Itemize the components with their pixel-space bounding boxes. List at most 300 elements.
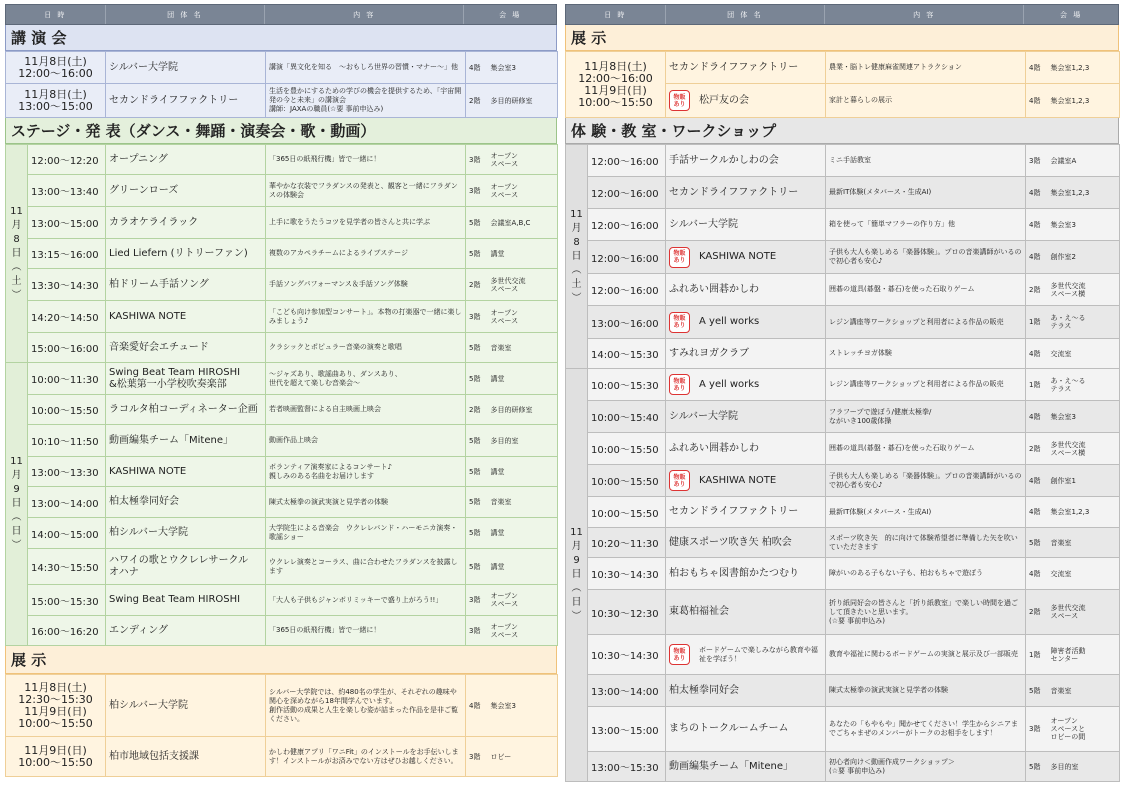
event-time: 15:00～15:30 — [28, 585, 106, 616]
description: 陳式太極拳の演武実演と見学者の体験 — [826, 675, 1026, 707]
org-name: セカンドライフファクトリー — [669, 506, 799, 517]
table-row — [566, 145, 1120, 177]
event-time: 10:00～15:50 — [588, 465, 666, 497]
table-row — [6, 269, 558, 301]
org-box — [669, 685, 822, 697]
event-time: 10:00～11:30 — [28, 363, 106, 395]
venue-room: 集会室3 — [1048, 209, 1120, 241]
description: ボランティア演奏家によるコンサート♪ 親しみのある名曲をお届けします — [266, 457, 466, 487]
table-row — [566, 241, 1120, 274]
venue-room: 集会室3 — [1048, 401, 1120, 433]
event-date: 11月8日(土) 12:00～16:00 11月9日(日) 10:00～15:50 — [566, 52, 666, 118]
venue-floor: 3階 — [466, 585, 488, 616]
table-row — [6, 52, 558, 84]
venue-room: 交流室 — [1048, 339, 1120, 369]
badge-line: あり — [673, 480, 686, 488]
event-time: 10:00～15:40 — [588, 401, 666, 433]
description: 障がいのある子もない子も、柏おもちゃで遊ぼう — [826, 558, 1026, 590]
event-time: 13:00～14:00 — [588, 675, 666, 707]
table-row — [566, 306, 1120, 339]
venue-room: 講堂 — [488, 457, 558, 487]
description: 生活を豊かにするための学びの機会を提供するため、「宇宙開発の今と未来」の講演会 講師：JAXAの職員(☆要 事前申込み) — [266, 84, 466, 118]
org-name: 柏太極拳同好会 — [669, 684, 739, 696]
badge-line: 物販 — [673, 377, 686, 385]
table-row — [6, 549, 558, 585]
table-row — [6, 333, 558, 363]
section-title: 展 示 — [5, 646, 557, 674]
venue-floor: 3階 — [1026, 145, 1048, 177]
venue-floor: 3階 — [466, 301, 488, 333]
org-name: A yell works — [699, 378, 760, 390]
table-row — [6, 518, 558, 549]
org-box — [669, 506, 822, 518]
org-name: KASHIWA NOTE — [699, 474, 777, 486]
venue-floor: 4階 — [1026, 209, 1048, 241]
venue-room: 多世代交流 スペース横 — [1048, 274, 1120, 306]
org-name: A yell works — [699, 316, 760, 327]
org-box — [669, 374, 822, 395]
description: スポーツ吹き矢 的に向けて体験希望者に準備した矢を吹いていただきます — [826, 528, 1026, 558]
venue-floor: 2階 — [1026, 590, 1048, 635]
badge-line: 物販 — [673, 250, 686, 257]
badge-line: 物販 — [673, 473, 686, 481]
table-row — [6, 425, 558, 457]
description: 囲碁の道具(碁盤・碁石)を使った石取りゲーム — [826, 433, 1026, 465]
description: フラフープで遊ぼう/健康太極拳/ ながいき100歳体操 — [826, 401, 1026, 433]
org-name: ボードゲームで楽しみながら教育や福祉を学ぼう！ — [699, 645, 818, 663]
description: 動画作品上映会 — [266, 425, 466, 457]
table-row — [6, 207, 558, 239]
badge-line: 物販 — [673, 315, 686, 322]
venue-room: 集会室1,2,3 — [1048, 84, 1120, 118]
event-date: 11月9日(日) 10:00～15:50 — [6, 737, 106, 777]
venue-room: 集会室1,2,3 — [1048, 177, 1120, 209]
description: 上手に歌をうたうコツを見学者の皆さんと共に学ぶ — [266, 207, 466, 239]
event-time: 12:00～16:00 — [588, 209, 666, 241]
badge-line: あり — [673, 654, 686, 662]
venue-floor: 3階 — [466, 616, 488, 646]
event-time: 16:00～16:20 — [28, 616, 106, 646]
organization: オープニング — [106, 145, 266, 175]
organization — [666, 465, 826, 497]
organization — [666, 528, 826, 558]
org-box — [669, 537, 822, 549]
org-name: ふれあい囲碁かしわ — [669, 442, 759, 454]
venue-floor: 1階 — [1026, 369, 1048, 401]
header-date: 日 時 — [566, 5, 666, 24]
venue-floor: 4階 — [466, 52, 488, 84]
description: 折り紙同好会の皆さんと「折り紙教室」で楽しい時間を過ごして頂きたいと思います。 (☆要 事前申込み) — [826, 590, 1026, 635]
badge-line: あり — [673, 322, 686, 329]
description: 「大人も子供もジャンボリミッキーで盛り上がろう!!」 — [266, 585, 466, 616]
org-box — [669, 470, 822, 491]
event-time: 13:00～16:00 — [588, 306, 666, 339]
organization — [666, 707, 826, 752]
event-time: 13:00～14:00 — [28, 487, 106, 518]
right-panel — [565, 4, 1119, 782]
venue-floor: 5階 — [1026, 528, 1048, 558]
description: 子供も大人も楽しめる「楽器体験」。プロの音楽講師がいるので初心者も安心♪ — [826, 465, 1026, 497]
table-row — [566, 675, 1120, 707]
organization: ラコルタ柏コーディネーター企画 — [106, 395, 266, 425]
table-row — [566, 635, 1120, 675]
table-row — [566, 369, 1120, 401]
organization: シルバー大学院 — [106, 52, 266, 84]
venue-floor: 4階 — [1026, 177, 1048, 209]
venue-floor: 4階 — [1026, 558, 1048, 590]
venue-floor: 5階 — [466, 207, 488, 239]
organization — [666, 306, 826, 339]
venue-room: オープン スペース — [488, 145, 558, 175]
event-time: 14:30～15:50 — [28, 549, 106, 585]
organization: エンディング — [106, 616, 266, 646]
org-box — [669, 411, 822, 423]
stage-table — [5, 144, 558, 646]
venue-floor: 3階 — [466, 737, 488, 777]
venue-room: 音楽室 — [1048, 675, 1120, 707]
venue-floor: 2階 — [1026, 433, 1048, 465]
header-org: 団 体 名 — [666, 5, 825, 24]
venue-floor: 4階 — [1026, 241, 1048, 274]
section-title: 展 示 — [565, 25, 1119, 51]
table-row — [566, 497, 1120, 528]
organization: 柏シルバー大学院 — [106, 518, 266, 549]
organization — [666, 274, 826, 306]
venue-floor: 3階 — [466, 145, 488, 175]
venue-floor: 3階 — [1026, 707, 1048, 752]
venue-room: 創作室2 — [1048, 241, 1120, 274]
shop-badge — [669, 247, 690, 268]
org-box — [669, 761, 822, 773]
header-date: 日 時 — [6, 5, 106, 24]
organization — [666, 497, 826, 528]
description: 陳式太極拳の演武実演と見学者の体験 — [266, 487, 466, 518]
venue-floor: 5階 — [466, 425, 488, 457]
venue-room: ロビー — [488, 737, 558, 777]
event-time: 14:00～15:30 — [588, 339, 666, 369]
organization: Lied Liefern (リトリーファン) — [106, 239, 266, 269]
day-label: 11 月 8 日 ︵ 土 ︶ — [566, 145, 588, 369]
organization: 柏太極拳同好会 — [106, 487, 266, 518]
badge-line: あり — [673, 384, 686, 392]
description: 最新IT体験(メタバース・生成AI) — [826, 177, 1026, 209]
event-time: 10:10～11:50 — [28, 425, 106, 457]
venue-room: オープン スペース — [488, 616, 558, 646]
venue-room: 多目的室 — [1048, 752, 1120, 782]
venue-room: 音楽室 — [488, 333, 558, 363]
badge-line: あり — [673, 257, 686, 264]
description: シルバー大学院では、約480名の学生が、それぞれの趣味や関心を深めながら18年間学んでいます。 創作活動の成果と人生を楽しむ姿が詰まった作品を是非ご覧ください。 — [266, 675, 466, 737]
table-header — [5, 4, 557, 25]
shop-badge — [669, 312, 690, 333]
organization — [666, 339, 826, 369]
event-time: 15:00～16:00 — [28, 333, 106, 363]
org-name: 動画編集チーム「Mitene」 — [669, 760, 793, 772]
venue-floor: 1階 — [1026, 635, 1048, 675]
event-time: 13:00～15:00 — [588, 707, 666, 752]
badge-line: 物販 — [673, 647, 686, 655]
venue-floor: 4階 — [1026, 339, 1048, 369]
venue-floor: 5階 — [1026, 675, 1048, 707]
header-venue: 会 場 — [1060, 11, 1083, 19]
description: ～ジャズあり、歌謡曲あり、ダンスあり、 世代を超えて楽しむ音楽会～ — [266, 363, 466, 395]
table-row — [6, 363, 558, 395]
header-content: 内 容 — [265, 5, 464, 24]
venue-floor: 4階 — [1026, 465, 1048, 497]
venue-floor: 4階 — [1026, 497, 1048, 528]
event-date: 11月8日(土) 13:00～15:00 — [6, 84, 106, 118]
event-date: 11月8日(土) 12:30～15:30 11月9日(日) 10:00～15:50 — [6, 675, 106, 737]
header-org: 団 体 名 — [106, 5, 265, 24]
venue-room: 講堂 — [488, 549, 558, 585]
venue-room: 講堂 — [488, 518, 558, 549]
shop-badge — [669, 374, 690, 395]
organization — [666, 84, 826, 118]
header-venue: 会 場 — [499, 11, 522, 19]
table-row — [6, 487, 558, 518]
description: 「365日の紙飛行機」皆で一緒に！ — [266, 145, 466, 175]
table-row — [566, 209, 1120, 241]
left-panel — [5, 4, 557, 777]
venue-floor: 4階 — [1026, 84, 1048, 118]
venue-room: 多目的研修室 — [488, 395, 558, 425]
event-time: 12:00～16:00 — [588, 241, 666, 274]
organization: 柏市地域包括支援課 — [106, 737, 266, 777]
table-row — [566, 339, 1120, 369]
venue-room: 多世代交流 スペース — [488, 269, 558, 301]
table-row — [6, 585, 558, 616]
shop-badge — [669, 644, 690, 665]
venue-room: オープン スペース — [488, 585, 558, 616]
organization — [666, 401, 826, 433]
org-name: すみれヨガクラブ — [669, 347, 749, 359]
description: 「365日の紙飛行機」皆で一緒に！ — [266, 616, 466, 646]
event-time: 10:00～15:50 — [588, 433, 666, 465]
organization: 音楽愛好会エチュード — [106, 333, 266, 363]
org-name: シルバー大学院 — [669, 218, 739, 230]
venue-room: 会議室A — [1048, 145, 1120, 177]
table-row — [6, 737, 558, 777]
event-time: 12:00～16:00 — [588, 177, 666, 209]
event-time: 13:15～16:00 — [28, 239, 106, 269]
venue-room: 障害者活動 センター — [1048, 635, 1120, 675]
organization: セカンドライフファクトリー — [106, 84, 266, 118]
description: 講演「異文化を知る ～おもしろ世界の習慣・マナー～」他 — [266, 52, 466, 84]
table-row — [566, 177, 1120, 209]
event-time: 13:00～13:30 — [28, 457, 106, 487]
badge-line: 物販 — [673, 93, 686, 101]
event-date: 11月8日(土) 12:00～16:00 — [6, 52, 106, 84]
venue-room: あ・え～る テラス — [1048, 369, 1120, 401]
org-box — [669, 247, 822, 268]
table-header — [565, 4, 1119, 25]
organization: KASHIWA NOTE — [106, 301, 266, 333]
venue-floor: 2階 — [466, 84, 488, 118]
organization — [666, 635, 826, 675]
venue-room: オープン スペースと ロビーの間 — [1048, 707, 1120, 752]
venue-floor: 4階 — [1026, 52, 1048, 84]
description: 箱を使って「簡単マフラーの作り方」他 — [826, 209, 1026, 241]
table-row — [6, 301, 558, 333]
venue-floor: 2階 — [466, 395, 488, 425]
description: 最新IT体験(メタバース・生成AI) — [826, 497, 1026, 528]
description: ウクレレ演奏とコーラス、曲に合わせたフラダンスを披露します — [266, 549, 466, 585]
section-title: ステージ・発 表（ダンス・舞踊・演奏会・歌・動画） — [5, 118, 557, 144]
venue-floor: 5階 — [466, 363, 488, 395]
description: 「こども向け参加型コンサート」。本物の打楽器で一緒に楽しみましょう♪ — [266, 301, 466, 333]
venue-room: 多世代交流 スペース — [1048, 590, 1120, 635]
organization: Swing Beat Team HIROSHI &松葉第一小学校吹奏楽部 — [106, 363, 266, 395]
venue-floor: 5階 — [1026, 752, 1048, 782]
organization: 柏ドリーム手話ソング — [106, 269, 266, 301]
day-label: 11 月 9 日 ︵ 日 ︶ — [566, 369, 588, 782]
organization — [666, 369, 826, 401]
org-name: 柏おもちゃ図書館かたつむり — [669, 567, 799, 579]
event-time: 14:20～14:50 — [28, 301, 106, 333]
venue-room: オープン スペース — [488, 301, 558, 333]
org-box — [669, 443, 822, 455]
description: 大学院生による音楽会 ウクレレバンド・ハーモニカ演奏・歌謡ショー — [266, 518, 466, 549]
organization — [666, 675, 826, 707]
venue-room: 集会室3 — [488, 675, 558, 737]
organization — [666, 558, 826, 590]
venue-room: オープン スペース — [488, 175, 558, 207]
table-row — [566, 558, 1120, 590]
organization — [666, 241, 826, 274]
org-name: 東葛柏福祉会 — [669, 606, 729, 617]
table-row — [566, 707, 1120, 752]
org-name: 手話サークルかしわの会 — [669, 154, 779, 166]
org-box — [669, 62, 822, 74]
event-time: 10:30～14:30 — [588, 558, 666, 590]
section-title: 体 験・教 室・ワークショップ — [565, 118, 1119, 144]
organization: KASHIWA NOTE — [106, 457, 266, 487]
day-label: 11 月 9 日 ︵ 日 ︶ — [6, 363, 28, 646]
venue-room: 音楽室 — [488, 487, 558, 518]
organization — [666, 590, 826, 635]
description: 初心者向け＜動画作成ワークショップ＞ (☆要 事前申込み) — [826, 752, 1026, 782]
description: 農業・脳トレ健康麻雀関連アトラクション — [826, 52, 1026, 84]
event-time: 13:00～15:30 — [588, 752, 666, 782]
description: レジン講座等ワークショップと利用者による作品の販売 — [826, 369, 1026, 401]
venue-floor: 5階 — [466, 487, 488, 518]
org-box — [669, 284, 822, 296]
venue-room: 会議室A,B,C — [488, 207, 558, 239]
venue-floor: 5階 — [466, 549, 488, 585]
shop-badge — [669, 90, 690, 111]
org-box — [669, 155, 822, 167]
venue-floor: 4階 — [1026, 401, 1048, 433]
organization — [666, 52, 826, 84]
org-name: KASHIWA NOTE — [699, 251, 777, 262]
org-box — [669, 568, 822, 580]
description: 子供も大人も楽しめる「楽器体験」。プロの音楽講師がいるので初心者も安心♪ — [826, 241, 1026, 274]
venue-room: 音楽室 — [1048, 528, 1120, 558]
workshop-table — [565, 144, 1120, 782]
description: 教育や福祉に関わるボードゲームの実演と展示及び一部販売 — [826, 635, 1026, 675]
venue-floor: 5階 — [466, 239, 488, 269]
description: かしわ健康アプリ「ワニFit」のインストールをお手伝いします！インストールがお済みでない方はぜひお越しください。 — [266, 737, 466, 777]
description: 囲碁の道具(碁盤・碁石)を使った石取りゲーム — [826, 274, 1026, 306]
table-row — [566, 465, 1120, 497]
venue-floor: 2階 — [1026, 274, 1048, 306]
table-row — [566, 433, 1120, 465]
org-name: まちのトークルームチーム — [669, 723, 789, 734]
description: 複数のアカペラチームによるライブステージ — [266, 239, 466, 269]
organization: グリーンローズ — [106, 175, 266, 207]
lecture-table — [5, 51, 558, 118]
organization — [666, 752, 826, 782]
table-row — [6, 239, 558, 269]
header-content: 内 容 — [825, 5, 1024, 24]
event-time: 12:00～16:00 — [588, 274, 666, 306]
venue-floor: 5階 — [466, 457, 488, 487]
table-row — [566, 590, 1120, 635]
org-box — [669, 348, 822, 360]
event-time: 14:00～15:00 — [28, 518, 106, 549]
organization: 動画編集チーム「Mitene」 — [106, 425, 266, 457]
event-time: 12:00～12:20 — [28, 145, 106, 175]
organization — [666, 433, 826, 465]
table-row — [6, 457, 558, 487]
venue-room: 集会室3 — [488, 52, 558, 84]
description: 家計と暮らしの展示 — [826, 84, 1026, 118]
org-name: シルバー大学院 — [669, 410, 739, 422]
event-time: 13:00～15:00 — [28, 207, 106, 239]
venue-room: 多目的研修室 — [488, 84, 558, 118]
description: あなたの「もやもや」聞かせてください！学生からシニアまでごちゃまぜのメンバーがトークのお相手をします！ — [826, 707, 1026, 752]
day-label: 11 月 8 日 ︵ 土 ︶ — [6, 145, 28, 363]
org-name: ふれあい囲碁かしわ — [669, 283, 759, 295]
org-box — [669, 723, 822, 735]
description: 若者映画監督による自主映画上映会 — [266, 395, 466, 425]
org-name: セカンドライフファクトリー — [669, 186, 799, 198]
organization — [666, 209, 826, 241]
table-row — [6, 175, 558, 207]
description: ミニ手話教室 — [826, 145, 1026, 177]
table-row — [6, 145, 558, 175]
event-time: 12:00～16:00 — [588, 145, 666, 177]
venue-floor: 4階 — [466, 675, 488, 737]
org-name: 松戸友の会 — [699, 94, 749, 106]
org-box — [669, 90, 822, 111]
event-time: 10:00～15:30 — [588, 369, 666, 401]
table-row — [6, 395, 558, 425]
org-name: セカンドライフファクトリー — [669, 61, 799, 73]
venue-room: 集会室1,2,3 — [1048, 497, 1120, 528]
venue-floor: 5階 — [466, 333, 488, 363]
org-box — [669, 187, 822, 199]
venue-floor: 2階 — [466, 269, 488, 301]
venue-room: 講堂 — [488, 239, 558, 269]
description: 手話ソングパフォーマンス＆手話ソング体験 — [266, 269, 466, 301]
venue-room: あ・え～る テラス — [1048, 306, 1120, 339]
venue-floor: 3階 — [466, 175, 488, 207]
event-time: 10:30～12:30 — [588, 590, 666, 635]
table-row — [6, 675, 558, 737]
venue-room: 創作室1 — [1048, 465, 1120, 497]
table-row — [6, 616, 558, 646]
description: クラシックとポピュラー音楽の演奏と歌唱 — [266, 333, 466, 363]
table-row — [566, 752, 1120, 782]
organization: カラオケライラック — [106, 207, 266, 239]
description: 華やかな衣装でフラダンスの発表と、観客と一緒にフラダンスの体験会 — [266, 175, 466, 207]
event-time: 10:00～15:50 — [588, 497, 666, 528]
table-row — [566, 528, 1120, 558]
table-row — [6, 84, 558, 118]
venue-floor: 1階 — [1026, 306, 1048, 339]
exhibit-table — [5, 674, 558, 777]
